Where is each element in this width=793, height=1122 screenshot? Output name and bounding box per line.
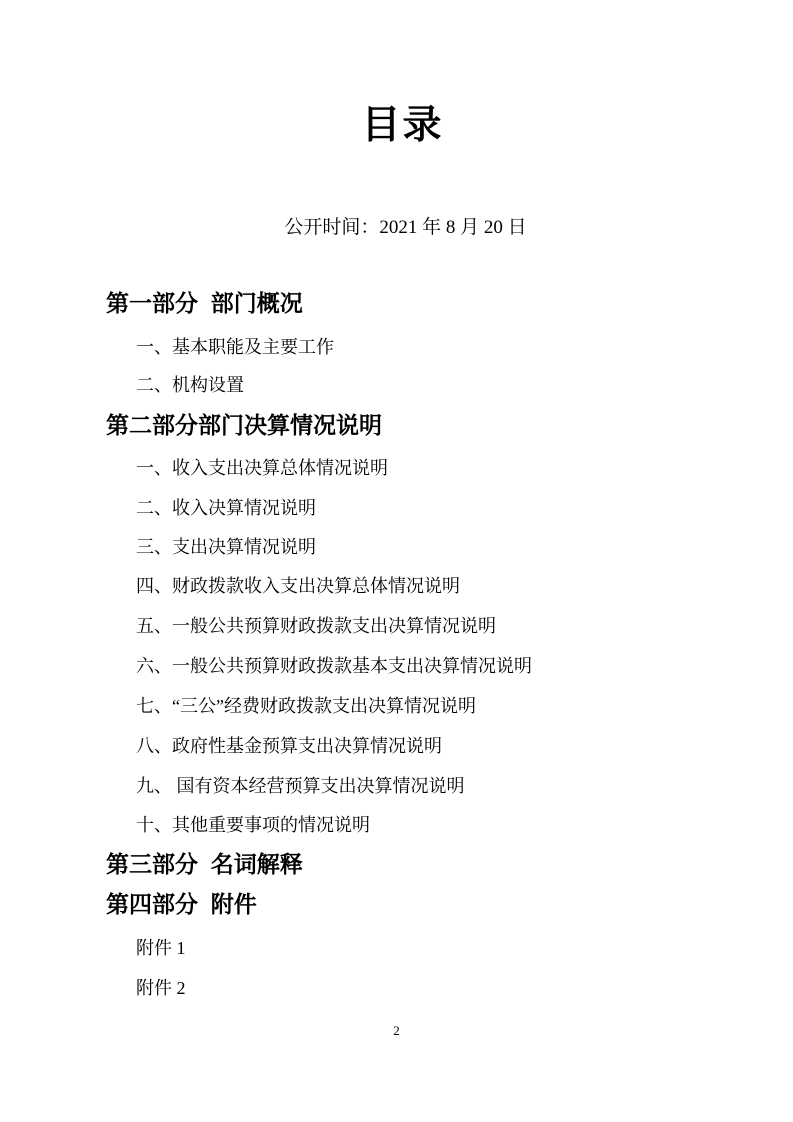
part-heading-2: 第二部分部门决算情况说明 [106,412,382,438]
part-heading-3: 第三部分 名词解释 [106,851,303,877]
toc-item: 五、一般公共预算财政拨款支出决算情况说明 [136,616,496,636]
toc-item-attachment: 附件 2 [136,978,186,998]
toc-item: 八、政府性基金预算支出决算情况说明 [136,736,442,756]
toc-item-attachment: 附件 1 [136,938,186,958]
part-heading-4: 第四部分 附件 [106,891,257,917]
document-title: 目录 [361,104,444,147]
part-heading-1: 第一部分 部门概况 [106,290,303,316]
toc-item: 二、收入决算情况说明 [136,498,316,518]
toc-item: 九、 国有资本经营预算支出决算情况说明 [136,776,465,796]
toc-item: 七、“三公”经费财政拨款支出决算情况说明 [136,696,476,716]
toc-item: 十、其他重要事项的情况说明 [136,815,370,835]
toc-item: 六、一般公共预算财政拨款基本支出决算情况说明 [136,656,532,676]
toc-item: 三、支出决算情况说明 [136,537,316,557]
toc-item: 一、收入支出决算总体情况说明 [136,458,388,478]
toc-item: 四、财政拨款收入支出决算总体情况说明 [136,576,460,596]
toc-item: 二、机构设置 [136,375,244,395]
publish-date: 公开时间：2021 年 8 月 20 日 [284,217,527,238]
toc-item: 一、基本职能及主要工作 [136,337,334,357]
page-number: 2 [393,1023,400,1038]
